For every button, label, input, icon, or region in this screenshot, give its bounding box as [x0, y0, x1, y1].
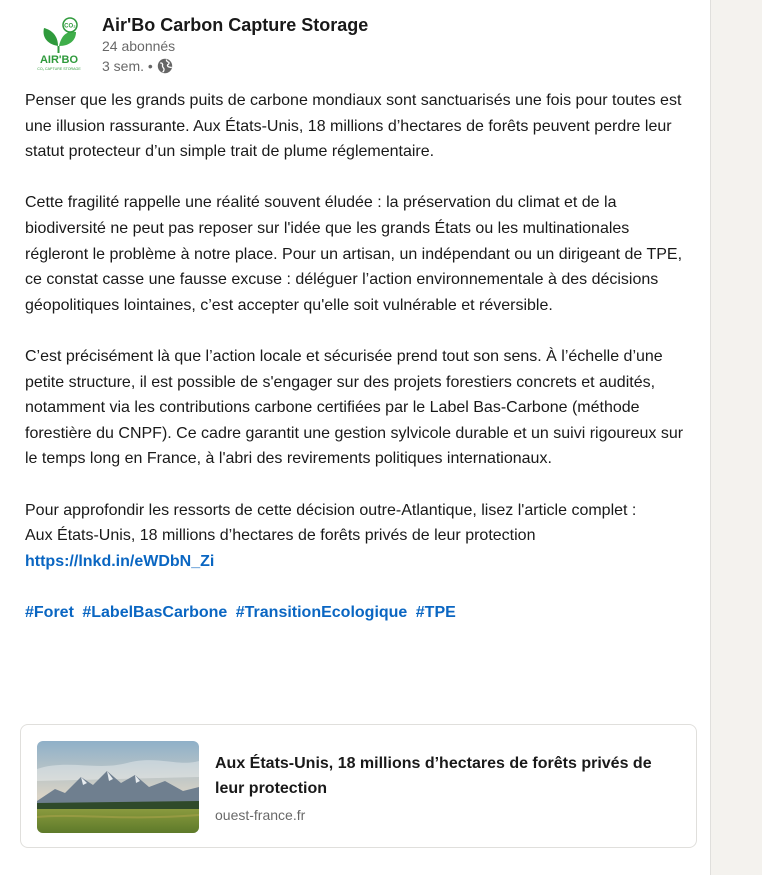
hashtag-transitionecologique[interactable]: #TransitionEcologique — [235, 603, 408, 621]
article-source: ouest-france.fr — [215, 807, 306, 823]
post-meta — [102, 56, 602, 76]
cta-line-2: Aux États-Unis, 18 millions d’hectares de forêts privés de leur protection — [25, 527, 536, 545]
hashtag-list — [25, 600, 695, 626]
follower-count: 24 abonnés — [102, 38, 176, 54]
hashtag-tpe[interactable]: #TPE — [415, 603, 456, 621]
article-preview-card[interactable] — [20, 724, 697, 848]
post-time: 3 sem. • — [102, 58, 153, 74]
paragraph-2: Cette fragilité rappelle une réalité souvent éludée : la préservation du climat et de la biodiversité ne peut pas reposer sur l'idée que les grands États ou les multinationales régleront le problème à notre place. Pour un artisan, un indépendant ou un dirigeant de TPE, ce constat casse une fausse excuse : déléguer l’action environnementale à des décisions géopolitiques lointaines, c’est accepter qu'elle soit vulnérable et réversible. — [25, 194, 683, 314]
article-title[interactable]: Aux États-Unis, 18 millions d’hectares de forêts privés de leur protection — [215, 755, 652, 797]
globe-icon — [157, 58, 173, 74]
hashtag-labelbascarbone[interactable]: #LabelBasCarbone — [82, 603, 228, 621]
logo-badge-text: CO₂ — [64, 23, 76, 30]
paragraph-3: C’est précisément là que l’action locale et sécurisée prend tout son sens. À l’échelle d’une petite structure, il est possible de s'engager sur des projets forestiers concrets et audités, notamment via les contributions carbone certifiées par le Label Bas-Carbone (méthode forestière du CNPF). Ce cadre garantit une gestion sylvicole durable et un suivi rigoureux sur le temps long en France, à l'abri des revirements politiques internationaux. — [25, 347, 684, 468]
cta-line-1: Pour approfondir les ressorts de cette décision outre-Atlantique, lisez l'article complet : — [25, 501, 637, 519]
logo-subtext: CO₂ CAPTURE STORAGE — [37, 67, 81, 71]
article-short-link[interactable]: https://lnkd.in/eWDbN_Zi — [25, 552, 215, 570]
actor-info — [102, 14, 602, 76]
article-thumbnail[interactable] — [37, 741, 199, 833]
cta-paragraph — [25, 498, 695, 575]
logo-wordmark: AIR'BO — [39, 54, 79, 66]
company-logo[interactable] — [34, 16, 84, 74]
hashtag-foret[interactable]: #Foret — [25, 603, 74, 621]
author-name[interactable]: Air'Bo Carbon Capture Storage — [102, 15, 369, 35]
paragraph-1: Penser que les grands puits de carbone mondiaux sont sanctuarisés une fois pour toutes est une illusion rassurante. Aux États-Unis, 18 millions d’hectares de forêts peuvent perdre leur statut protecteur d’un simple trait de plume réglementaire. — [25, 92, 682, 161]
post-commentary — [25, 88, 695, 651]
